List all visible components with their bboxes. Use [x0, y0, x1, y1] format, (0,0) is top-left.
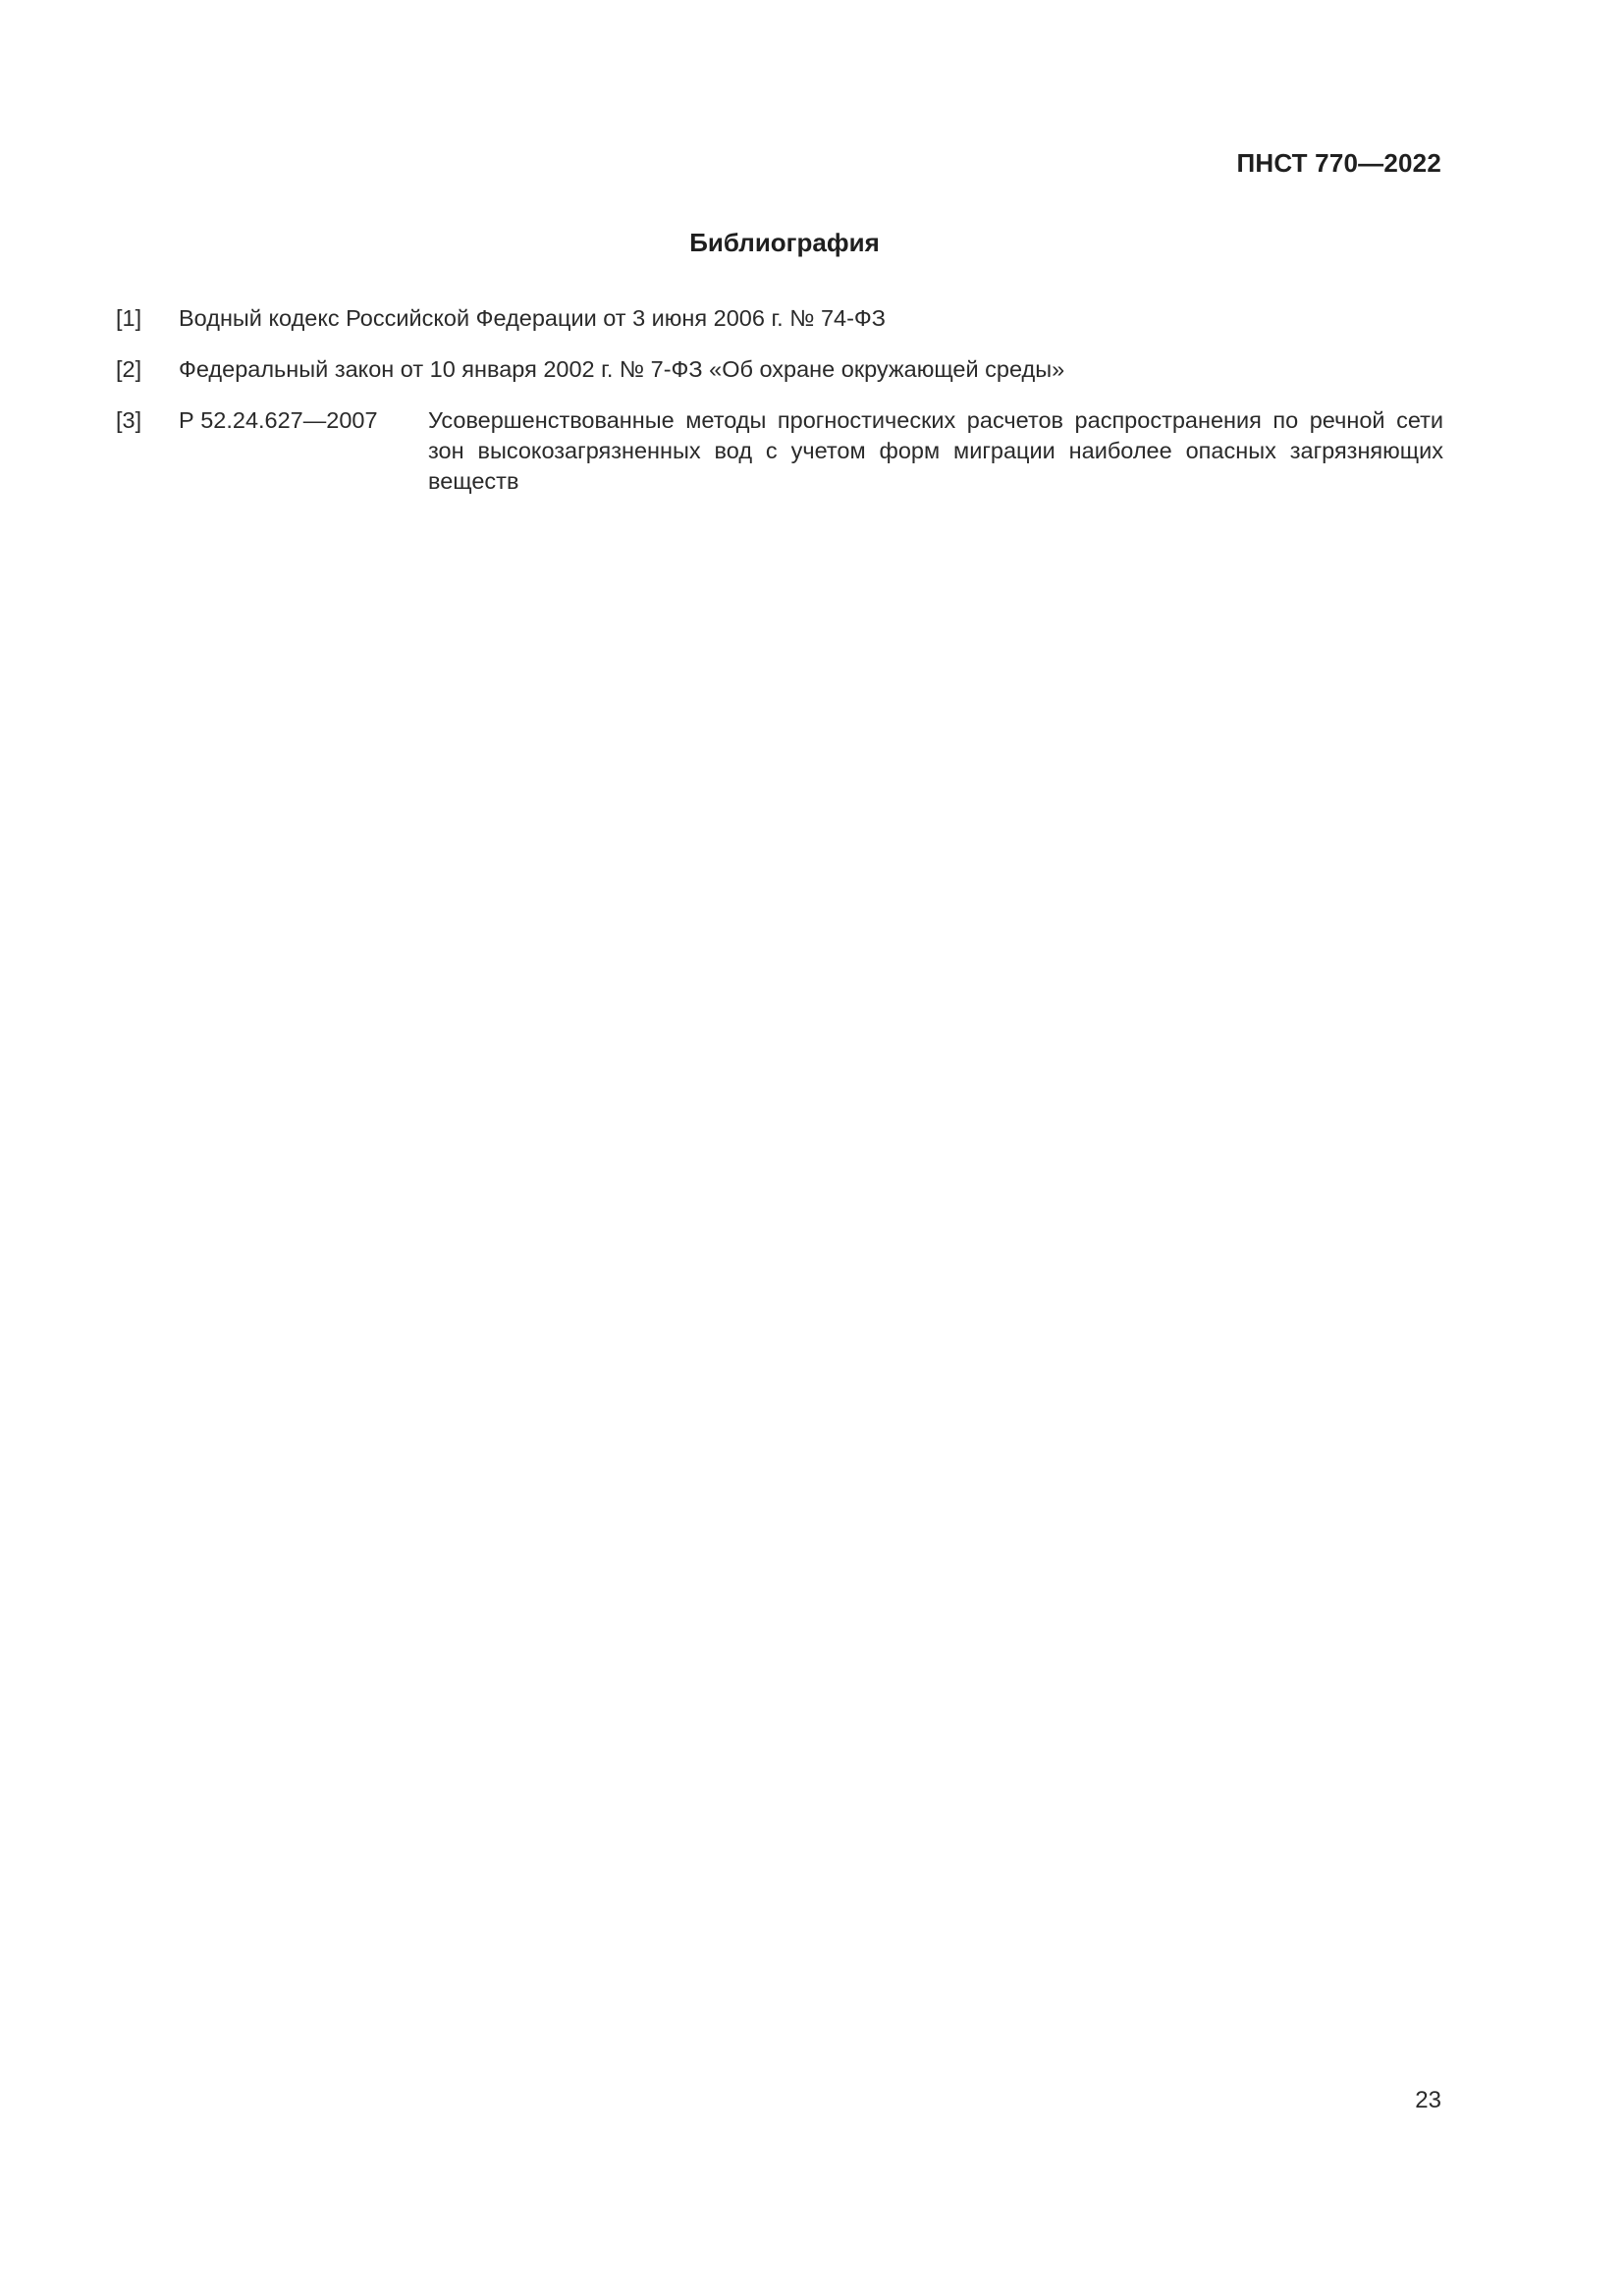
bibliography-item [116, 303, 1443, 334]
bibliography-item-text: Усовершенствованные методы прогностических расчетов распространения по речной сети зон высокозагрязненных вод с учетом форм миграции наиболее опасных загрязняющих веществ [428, 407, 1443, 494]
page-number: 23 [1415, 2087, 1441, 2113]
bibliography-item-number: [1] [116, 305, 142, 331]
bibliography-item [116, 354, 1443, 385]
bibliography-item-text: Федеральный закон от 10 января 2002 г. № 7-ФЗ «Об охране окружающей среды» [179, 356, 1065, 382]
document-code: ПНСТ 770—2022 [1236, 148, 1441, 178]
bibliography-item [116, 405, 1443, 497]
bibliography-list [116, 303, 1443, 517]
bibliography-item-text: Водный кодекс Российской Федерации от 3 июня 2006 г. № 74-ФЗ [179, 305, 886, 331]
section-title: Библиография [689, 228, 880, 257]
bibliography-item-number: [2] [116, 356, 142, 382]
bibliography-item-code: Р 52.24.627—2007 [179, 407, 378, 433]
bibliography-item-number: [3] [116, 407, 142, 433]
